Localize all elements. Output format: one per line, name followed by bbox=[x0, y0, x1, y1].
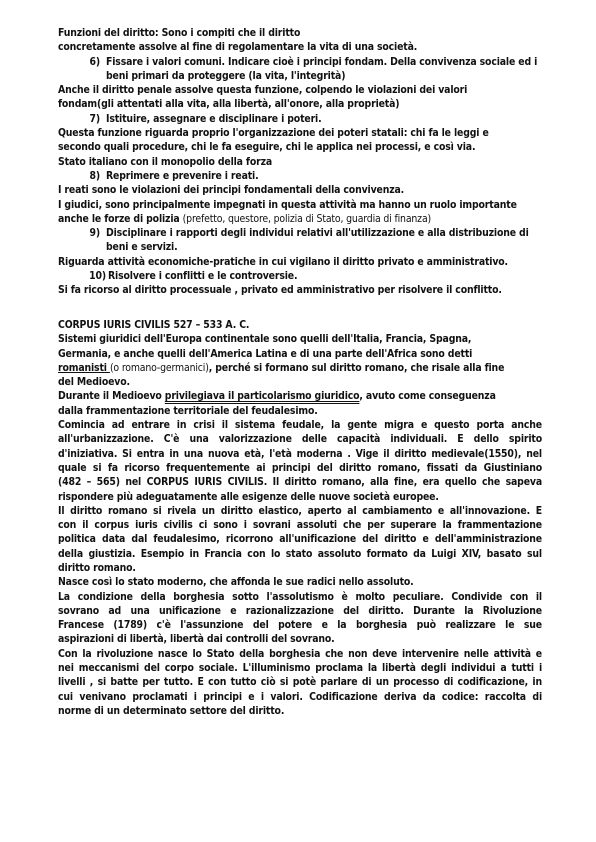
text-segment: (prefetto, questore, polizia di Stato, guardia di finanza) bbox=[182, 212, 432, 225]
text-line: livelli , si batte per tutto. E con tutto ciò si potè parlare di un processo di codificazione, in bbox=[58, 676, 542, 689]
list-text: Reprimere e prevenire i reati. bbox=[106, 169, 259, 182]
text-line: dalla frammentazione territoriale del feudalesimo. bbox=[58, 404, 318, 417]
text-line bbox=[58, 212, 542, 226]
text-line: concretamente assolve al fine di regolamentare la vita di una società. bbox=[58, 41, 418, 54]
text-line: diritto romano. bbox=[58, 561, 136, 574]
text-line: aspirazioni di libertà, libertà dai controlli del sovrano. bbox=[58, 633, 335, 646]
text-line: rispondere più adeguatamente alle esigenze delle nuove società europee. bbox=[58, 490, 439, 503]
list-item-6 bbox=[58, 55, 542, 69]
text-line: Germania, e anche quelli dell'America Latina e di una parte dell'Africa sono detti bbox=[58, 347, 473, 360]
text-line: sovrano ad una unificazione e razionalizzazione del diritto. Durante la Rivoluzione bbox=[58, 604, 542, 617]
text-line: nei meccanismi del corpo sociale. L'illuminismo proclama la libertà degli individui a tutti i bbox=[58, 662, 542, 675]
text-line: Anche il diritto penale assolve questa funzione, colpendo le violazioni dei valori bbox=[58, 84, 468, 97]
list-number: 10) bbox=[89, 270, 106, 283]
list-number: 9) bbox=[89, 227, 100, 240]
text-line: I giudici, sono principalmente impegnati in questa attività ma hanno un ruolo importante bbox=[58, 198, 517, 211]
list-item-10 bbox=[58, 269, 542, 283]
list-text-continuation: beni e servizi. bbox=[106, 241, 178, 254]
list-text: Risolvere i conflitti e le controversie. bbox=[108, 270, 298, 283]
text-line: Sistemi giuridici dell'Europa continentale sono quelli dell'Italia, Francia, Spagna, bbox=[58, 333, 472, 346]
list-text: Fissare i valori comuni. Indicare cioè i principi fondam. Della convivenza sociale ed i bbox=[106, 55, 538, 68]
text-line: Francese (1789) c'è l'assunzione del potere e la borghesia può realizzare le sue bbox=[58, 619, 542, 632]
list-text: Istituire, assegnare e disciplinare i poteri. bbox=[106, 112, 322, 125]
list-item-8 bbox=[58, 169, 542, 183]
text-line: Comincia ad entrare in crisi il sistema feudale, la gente migra e questo porta anche bbox=[58, 419, 542, 432]
text-line: politica data dal feudalesimo, ricorrono all'unificazione del diritto e dell'amministrazione bbox=[58, 533, 542, 546]
text-line: d'iniziativa. Si entra in una nuova età, l'età moderna . Vige il diritto medievale(1550), nel bbox=[58, 447, 542, 460]
text-line: Stato italiano con il monopolio della forza bbox=[58, 155, 273, 168]
text-line: del Medioevo. bbox=[58, 376, 130, 389]
text-line: quale si fa ricorso frequentemente ai principi del diritto romano, fissati da Giustiniano bbox=[58, 461, 542, 474]
underlined-term: privilegiava il particolarismo giuridico bbox=[164, 390, 360, 403]
list-number: 7) bbox=[89, 112, 100, 125]
text-segment: (o romano-germanici) bbox=[109, 361, 209, 374]
list-number: 8) bbox=[89, 169, 100, 182]
text-line: cui venivano proclamati i principi e i valori. Codificazione deriva da codice: raccolta di bbox=[58, 690, 542, 703]
list-item-9 bbox=[58, 226, 542, 240]
section-heading: CORPUS IURIS CIVILIS 527 – 533 A. C. bbox=[58, 318, 250, 331]
text-line: La condizione della borghesia sotto l'assolutismo è molto peculiare. Condivide con il bbox=[58, 590, 542, 603]
document-page bbox=[58, 26, 542, 718]
text-line bbox=[58, 389, 542, 403]
underlined-term: romanisti bbox=[58, 361, 110, 374]
text-line: Nasce così lo stato moderno, che affonda le sue radici nello assoluto. bbox=[58, 576, 414, 589]
list-text-continuation: beni primari da proteggere (la vita, l'integrità) bbox=[106, 69, 346, 82]
text-line: Riguarda attività economiche-pratiche in cui vigilano il diritto privato e amministrativo. bbox=[58, 255, 508, 268]
text-line: Funzioni del diritto: Sono i compiti che il diritto bbox=[58, 27, 301, 39]
text-line: all'urbanizzazione. C'è una valorizzazione delle capacità individuali. E dello spirito bbox=[58, 433, 542, 446]
list-number: 6) bbox=[89, 55, 100, 68]
text-line: con il corpus iuris civilis ci sono i sovrani assoluti che per superare la frammentazione bbox=[58, 519, 542, 532]
list-item-7 bbox=[58, 112, 542, 126]
functions-section bbox=[58, 26, 542, 298]
text-line: (482 – 565) nel CORPUS IURIS CIVILIS. Il diritto romano, alla fine, era quello che sapeva bbox=[58, 476, 542, 489]
text-line: Si fa ricorso al diritto processuale , privato ed amministrativo per risolvere il conflitto. bbox=[58, 284, 502, 297]
text-segment: , perché si formano sul diritto romano, che risale alla fine bbox=[208, 361, 505, 374]
text-line bbox=[58, 361, 542, 375]
text-line: Il diritto romano si rivela un diritto elastico, aperto al cambiamento e all'innovazione. E bbox=[58, 504, 542, 517]
text-line: fondam(gli attentati alla vita, alla libertà, all'onore, alla proprietà) bbox=[58, 98, 400, 111]
text-line: Questa funzione riguarda proprio l'organizzazione dei poteri statali: chi fa le leggi e bbox=[58, 127, 489, 140]
corpus-section bbox=[58, 318, 542, 718]
text-segment: , avuto come conseguenza bbox=[359, 390, 496, 403]
text-line: norme di un determinato settore del diritto. bbox=[58, 704, 285, 717]
text-segment: anche le forze di polizia bbox=[58, 212, 183, 225]
text-line: Con la rivoluzione nasce lo Stato della borghesia che non deve intervenire nelle attività e bbox=[58, 647, 542, 660]
text-line: della giustizia. Esempio in Francia con lo stato assoluto formato da Luigi XIV, basato sul bbox=[58, 547, 542, 560]
text-segment: Durante il Medioevo bbox=[58, 390, 165, 403]
text-line: I reati sono le violazioni dei principi fondamentali della convivenza. bbox=[58, 184, 405, 197]
text-line: secondo quali procedure, chi le fa eseguire, chi le applica nei processi, e così via. bbox=[58, 141, 476, 154]
list-text: Disciplinare i rapporti degli individui relativi all'utilizzazione e alla distribuzione di bbox=[106, 227, 529, 240]
